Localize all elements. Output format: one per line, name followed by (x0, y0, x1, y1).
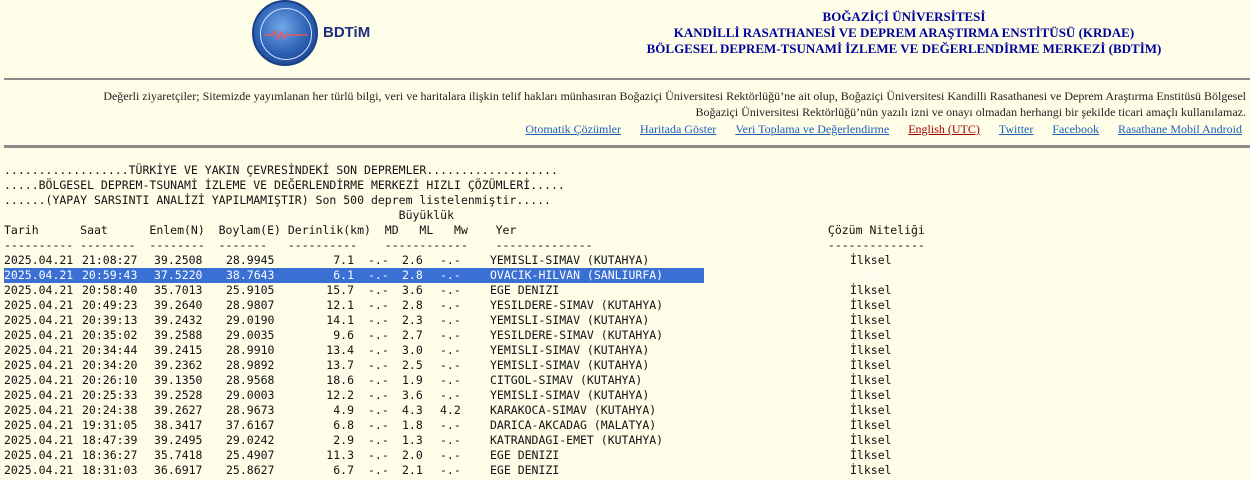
row-quality: İlksel (850, 313, 892, 327)
earthquake-row[interactable] (4, 313, 930, 328)
row-time: 21:08:27 (82, 253, 138, 267)
row-mw: -.- (440, 328, 461, 342)
row-mw: -.- (440, 448, 461, 462)
row-place: OVACIK-HILVAN (SANLIURFA) (490, 268, 664, 282)
row-time: 20:39:13 (82, 313, 138, 327)
magnitude-group-header: Büyüklük (4, 208, 455, 222)
earthquake-row[interactable] (4, 253, 930, 268)
row-ml: 3.6 (402, 388, 423, 402)
row-longitude: 38.7643 (226, 268, 275, 282)
row-md: -.- (368, 253, 389, 267)
row-quality: İlksel (850, 448, 892, 462)
link-mobile-android[interactable]: Rasathane Mobil Android (1118, 122, 1242, 136)
link-show-on-map[interactable]: Haritada Göster (640, 122, 717, 136)
institution-titles (624, 9, 1184, 57)
row-quality: İlksel (850, 418, 892, 432)
row-latitude: 39.2495 (154, 433, 203, 447)
row-place: CITGOL-SIMAV (KUTAHYA) (490, 373, 643, 387)
row-place: DARICA-AKCADAG (MALATYA) (490, 418, 657, 432)
row-depth: 6.8 (333, 418, 354, 432)
earthquake-row[interactable] (4, 463, 930, 478)
row-latitude: 39.2528 (154, 388, 203, 402)
row-ml: 2.8 (402, 268, 423, 282)
row-mw: -.- (440, 358, 461, 372)
row-time: 20:24:38 (82, 403, 138, 417)
link-facebook[interactable]: Facebook (1052, 122, 1100, 136)
row-place: YEMISLI-SIMAV (KUTAHYA) (490, 253, 650, 267)
row-mw: -.- (440, 253, 461, 267)
row-place: YESILDERE-SIMAV (KUTAHYA) (490, 298, 664, 312)
earthquake-row[interactable] (4, 373, 930, 388)
row-ml: 1.3 (402, 433, 423, 447)
row-md: -.- (368, 418, 389, 432)
row-place: YEMISLI-SIMAV (KUTAHYA) (490, 343, 650, 357)
row-md: -.- (368, 373, 389, 387)
row-ml: 2.7 (402, 328, 423, 342)
header-divider (4, 78, 1250, 80)
row-quality: İlksel (850, 463, 892, 477)
row-date: 2025.04.21 (4, 343, 74, 357)
row-ml: 2.0 (402, 448, 423, 462)
row-quality: İlksel (850, 358, 892, 372)
row-place: YEMISLI-SIMAV (KUTAHYA) (490, 313, 650, 327)
row-latitude: 39.2508 (154, 253, 203, 267)
row-mw: -.- (440, 463, 461, 477)
row-longitude: 28.9910 (226, 343, 275, 357)
row-latitude: 35.7013 (154, 283, 203, 297)
notice-line-2: Boğaziçi Üniversitesi Rektörlüğü’nün yazılı izni ve onayı olmadan herhangi bir şekilde ticari amaçlı kullanılamaz. (695, 105, 1246, 119)
row-date: 2025.04.21 (4, 298, 74, 312)
row-depth: 9.6 (333, 328, 354, 342)
row-latitude: 39.2362 (154, 358, 203, 372)
row-date: 2025.04.21 (4, 448, 74, 462)
row-md: -.- (368, 343, 389, 357)
listing-heading-1: ..................TÜRKİYE VE YAKIN ÇEVRESİNDEKİ SON DEPREMLER................... (4, 163, 558, 177)
row-date: 2025.04.21 (4, 253, 74, 267)
row-quality: İlksel (850, 328, 892, 342)
earthquake-row[interactable] (4, 283, 930, 298)
row-ml: 2.6 (402, 253, 423, 267)
row-ml: 4.3 (402, 403, 423, 417)
row-quality: İlksel (850, 343, 892, 357)
row-ml: 1.8 (402, 418, 423, 432)
row-md: -.- (368, 283, 389, 297)
row-latitude: 39.2640 (154, 298, 203, 312)
row-time: 18:36:27 (82, 448, 138, 462)
row-latitude: 39.2588 (154, 328, 203, 342)
row-date: 2025.04.21 (4, 313, 74, 327)
row-latitude: 38.3417 (154, 418, 203, 432)
row-longitude: 25.4907 (226, 448, 275, 462)
row-longitude: 28.9892 (226, 358, 275, 372)
link-automatic-solutions[interactable]: Otomatik Çözümler (525, 122, 621, 136)
row-depth: 18.6 (326, 373, 354, 387)
row-longitude: 25.9105 (226, 283, 275, 297)
seismograph-wave-icon (264, 30, 308, 40)
row-depth: 6.7 (333, 463, 354, 477)
row-time: 20:25:33 (82, 388, 138, 402)
institute-title: KANDİLLİ RASATHANESİ VE DEPREM ARAŞTIRMA ENSTİTÜSÜ (KRDAE) (673, 25, 1135, 40)
row-date: 2025.04.21 (4, 373, 74, 387)
row-md: -.- (368, 268, 389, 282)
row-place: EGE DENIZI (490, 463, 560, 477)
row-longitude: 29.0190 (226, 313, 275, 327)
row-time: 20:34:20 (82, 358, 138, 372)
earthquake-row[interactable] (4, 433, 930, 448)
row-longitude: 29.0242 (226, 433, 275, 447)
row-depth: 2.9 (333, 433, 354, 447)
row-ml: 3.0 (402, 343, 423, 357)
row-longitude: 28.9807 (226, 298, 275, 312)
earthquake-row[interactable] (4, 268, 892, 283)
row-depth: 15.7 (326, 283, 354, 297)
row-date: 2025.04.21 (4, 358, 74, 372)
row-place: EGE DENIZI (490, 283, 560, 297)
row-longitude: 25.8627 (226, 463, 275, 477)
row-place: YEMISLI-SIMAV (KUTAHYA) (490, 388, 650, 402)
row-depth: 13.7 (326, 358, 354, 372)
earthquake-row[interactable] (4, 388, 930, 403)
row-quality: İlksel (850, 403, 892, 417)
row-longitude: 28.9673 (226, 403, 275, 417)
row-latitude: 39.2627 (154, 403, 203, 417)
row-depth: 11.3 (326, 448, 354, 462)
row-mw: -.- (440, 373, 461, 387)
row-longitude: 29.0035 (226, 328, 275, 342)
row-time: 20:35:02 (82, 328, 138, 342)
column-headers: Tarih Saat Enlem(N) Boylam(E) Derinlik(km) MD ML Mw Yer Çözüm Niteliği (4, 223, 925, 237)
row-longitude: 28.9945 (226, 253, 275, 267)
center-title: BÖLGESEL DEPREM-TSUNAMİ İZLEME VE DEĞERLENDİRME MERKEZİ (BDTİM) (646, 41, 1162, 56)
row-mw: -.- (440, 388, 461, 402)
row-ml: 1.9 (402, 373, 423, 387)
row-time: 19:31:05 (82, 418, 138, 432)
row-date: 2025.04.21 (4, 328, 74, 342)
row-mw: -.- (440, 268, 461, 282)
row-place: YEMISLI-SIMAV (KUTAHYA) (490, 358, 650, 372)
listing-heading-3: ......(YAPAY SARSINTI ANALİZİ YAPILMAMIŞTIR) Son 500 deprem listelenmiştir..... (4, 193, 551, 207)
link-english[interactable]: English (UTC) (908, 122, 980, 136)
row-depth: 7.1 (333, 253, 354, 267)
bdtim-logo[interactable] (252, 0, 318, 66)
row-longitude: 29.0003 (226, 388, 275, 402)
row-mw: -.- (440, 343, 461, 357)
row-latitude: 37.5220 (154, 268, 203, 282)
row-place: KATRANDAGI-EMET (KUTAHYA) (490, 433, 664, 447)
row-latitude: 39.2415 (154, 343, 203, 357)
earthquake-row[interactable] (4, 328, 930, 343)
link-data-collection[interactable]: Veri Toplama ve Değerlendirme (735, 122, 890, 136)
row-longitude: 28.9568 (226, 373, 275, 387)
row-time: 20:26:10 (82, 373, 138, 387)
row-md: -.- (368, 328, 389, 342)
row-mw: -.- (440, 418, 461, 432)
university-title: BOĞAZİÇİ ÜNİVERSİTESİ (822, 9, 986, 24)
row-date: 2025.04.21 (4, 283, 74, 297)
row-time: 20:59:43 (82, 268, 138, 282)
row-md: -.- (368, 388, 389, 402)
copyright-notice (4, 88, 1246, 120)
earthquake-row[interactable] (4, 298, 930, 313)
row-date: 2025.04.21 (4, 268, 74, 282)
row-depth: 4.9 (333, 403, 354, 417)
row-depth: 14.1 (326, 313, 354, 327)
row-latitude: 39.1350 (154, 373, 203, 387)
row-time: 20:58:40 (82, 283, 138, 297)
row-quality: İlksel (850, 253, 892, 267)
row-place: KARAKOCA-SIMAV (KUTAHYA) (490, 403, 657, 417)
row-md: -.- (368, 463, 389, 477)
row-mw: 4.2 (440, 403, 461, 417)
row-ml: 2.5 (402, 358, 423, 372)
row-mw: -.- (440, 433, 461, 447)
earthquake-rows (4, 253, 930, 478)
site-header (0, 0, 1250, 78)
row-ml: 2.3 (402, 313, 423, 327)
row-latitude: 36.6917 (154, 463, 203, 477)
row-place: EGE DENIZI (490, 448, 560, 462)
row-md: -.- (368, 358, 389, 372)
earthquake-listing (4, 163, 930, 478)
row-date: 2025.04.21 (4, 433, 74, 447)
logo-text: BDTiM (323, 24, 371, 41)
row-quality: İlksel (850, 298, 892, 312)
row-ml: 3.6 (402, 283, 423, 297)
row-depth: 12.1 (326, 298, 354, 312)
nav-links (509, 122, 1242, 137)
earthquake-row[interactable] (4, 448, 930, 463)
row-quality: İlksel (850, 388, 892, 402)
row-time: 18:47:39 (82, 433, 138, 447)
column-underline: ---------- -------- -------- ------- ---------- ------------ -------------- -------------- (4, 238, 925, 252)
listing-heading-2: .....BÖLGESEL DEPREM-TSUNAMİ İZLEME VE DEĞERLENDİRME MERKEZİ HIZLI ÇÖZÜMLERİ..... (4, 178, 565, 192)
link-twitter[interactable]: Twitter (998, 122, 1034, 136)
earthquake-row[interactable] (4, 343, 930, 358)
earthquake-row[interactable] (4, 358, 930, 373)
row-md: -.- (368, 433, 389, 447)
row-quality: İlksel (850, 433, 892, 447)
row-md: -.- (368, 313, 389, 327)
row-mw: -.- (440, 313, 461, 327)
row-time: 20:49:23 (82, 298, 138, 312)
row-date: 2025.04.21 (4, 418, 74, 432)
row-ml: 2.1 (402, 463, 423, 477)
row-date: 2025.04.21 (4, 388, 74, 402)
row-mw: -.- (440, 283, 461, 297)
row-md: -.- (368, 448, 389, 462)
row-quality: İlksel (850, 283, 892, 297)
row-mw: -.- (440, 298, 461, 312)
earthquake-row[interactable] (4, 418, 930, 433)
row-md: -.- (368, 298, 389, 312)
row-latitude: 39.2432 (154, 313, 203, 327)
content-divider (4, 145, 1250, 148)
notice-line-1: Değerli ziyaretçiler; Sitemizde yayımlanan her türlü bilgi, veri ve haritalara ilişkin telif hakları münhasıran Boğaziçi Üniversitesi Rektörlüğü’ne ait olup, Boğaziçi Üniversitesi Kandilli Rasathanesi ve Deprem Araştırma Enstitüsü Bölgesel (103, 89, 1246, 103)
row-quality: İlksel (850, 268, 892, 282)
row-time: 18:31:03 (82, 463, 138, 477)
row-time: 20:34:44 (82, 343, 138, 357)
row-md: -.- (368, 403, 389, 417)
row-latitude: 35.7418 (154, 448, 203, 462)
row-depth: 12.2 (326, 388, 354, 402)
row-quality: İlksel (850, 373, 892, 387)
earthquake-row[interactable] (4, 403, 930, 418)
row-longitude: 37.6167 (226, 418, 275, 432)
row-place: YESILDERE-SIMAV (KUTAHYA) (490, 328, 664, 342)
row-depth: 13.4 (326, 343, 354, 357)
row-date: 2025.04.21 (4, 463, 74, 477)
row-date: 2025.04.21 (4, 403, 74, 417)
row-depth: 6.1 (333, 268, 354, 282)
row-ml: 2.8 (402, 298, 423, 312)
